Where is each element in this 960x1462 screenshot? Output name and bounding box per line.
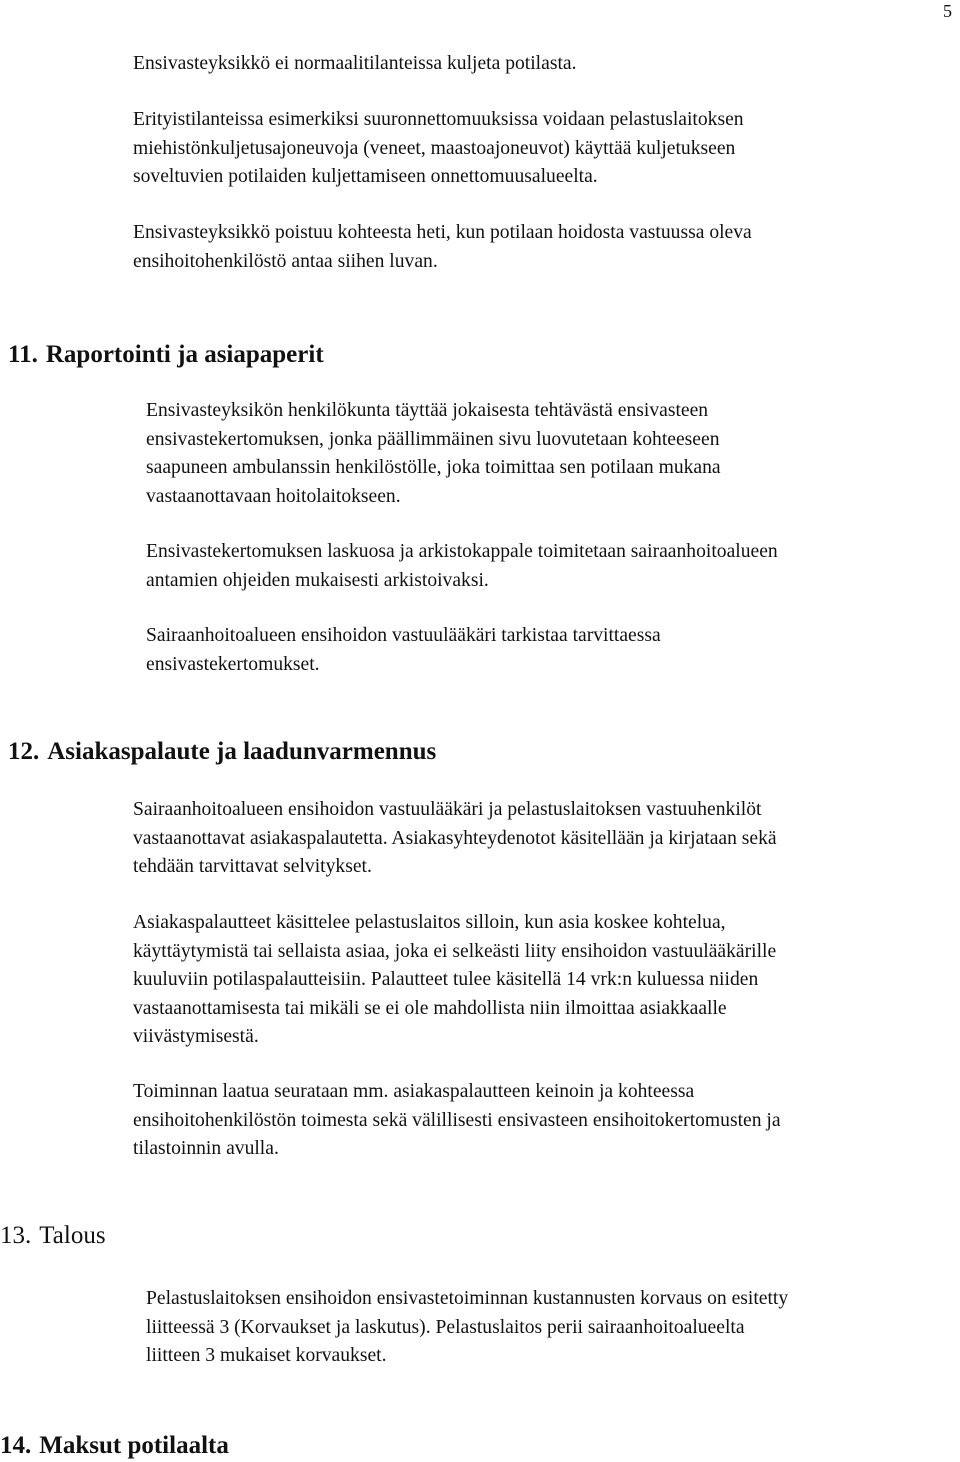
text-line: liitteen 3 mukaiset korvaukset. (146, 1345, 387, 1366)
section-12-paragraph-2 (133, 909, 776, 1052)
section-title: Raportointi ja asiapaperit (45, 341, 324, 368)
text-line: ensihoitohenkilöstö antaa siihen luvan. (133, 250, 438, 272)
section-title: Talous (39, 1222, 106, 1249)
section-title: Maksut potilaalta (39, 1432, 229, 1459)
section-number: 13. (0, 1222, 32, 1249)
text-line: Ensivastekertomuksen laskuosa ja arkistokappale toimitetaan sairaanhoitoalueen (146, 541, 778, 562)
text-line: Ensivasteyksikkö ei normaalitilanteissa kuljeta potilasta. (133, 53, 577, 74)
section-12-paragraph-3 (133, 1078, 781, 1164)
text-line: miehistönkuljetusajoneuvoja (veneet, maastoajoneuvot) käyttää kuljetukseen (133, 137, 736, 159)
section-number: 14. (0, 1432, 32, 1459)
text-line: Sairaanhoitoalueen ensihoidon vastuulääkäri tarkistaa tarvittaessa (146, 625, 661, 646)
section-13-heading (0, 1221, 106, 1251)
section-11-paragraph-3 (146, 622, 661, 679)
intro-paragraph-3 (133, 219, 752, 276)
section-11-heading (8, 340, 324, 370)
text-line: vastaanottamisesta tai mikäli se ei ole mahdollista niin ilmoittaa asiakkaalle (133, 997, 727, 1019)
text-line: Ensivasteyksikkö poistuu kohteesta heti, kun potilaan hoidosta vastuussa oleva (133, 222, 752, 243)
text-line: Ensivasteyksikön henkilökunta täyttää jokaisesta tehtävästä ensivasteen (146, 400, 709, 421)
text-line: Erityistilanteissa esimerkiksi suuronnettomuuksissa voidaan pelastuslaitoksen (133, 109, 744, 130)
text-line: saapuneen ambulanssin henkilöstölle, joka toimittaa sen potilaan mukana (146, 457, 721, 478)
text-line: Asiakaspalautteet käsittelee pelastuslaitos silloin, kun asia koskee kohtelua, (133, 912, 726, 933)
section-12-heading (8, 737, 436, 767)
text-line: liitteessä 3 (Korvaukset ja laskutus). Pelastuslaitos perii sairaanhoitoalueelta (146, 1316, 745, 1338)
text-line: antamien ohjeiden mukaisesti arkistoivaksi. (146, 569, 489, 591)
text-line: käyttäytymistä tai sellaista asiaa, joka ei selkeästi liity ensihoidon vastuulääkärille (133, 940, 777, 962)
text-line: tilastoinnin avulla. (133, 1138, 279, 1159)
text-line: ensivastekertomuksen, jonka päällimmäinen sivu luovutetaan kohteeseen (146, 428, 720, 450)
intro-paragraph-2 (133, 106, 744, 192)
text-line: Toiminnan laatua seurataan mm. asiakaspalautteen keinoin ja kohteessa (133, 1081, 695, 1102)
section-14-heading (0, 1431, 229, 1461)
intro-paragraph-1 (133, 50, 576, 79)
text-line: viivästymisestä. (133, 1026, 259, 1047)
text-line: Sairaanhoitoalueen ensihoidon vastuulääkäri ja pelastuslaitoksen vastuuhenkilöt (133, 799, 762, 820)
text-line: ensihoitohenkilöstön toimesta sekä välillisesti ensivasteen ensihoitokertomusten ja (133, 1109, 781, 1131)
section-number: 12. (8, 738, 40, 765)
section-12-paragraph-1 (133, 796, 777, 882)
text-line: ensivastekertomukset. (146, 653, 320, 675)
page-number: 5 (943, 1, 952, 21)
text-line: soveltuvien potilaiden kuljettamiseen onnettomuusalueelta. (133, 166, 598, 187)
section-11-paragraph-2 (146, 538, 778, 595)
text-line: Pelastuslaitoksen ensihoidon ensivastetoiminnan kustannusten korvaus on esitetty (146, 1288, 789, 1309)
text-line: vastaanottavat asiakaspalautetta. Asiakasyhteydenotot käsitellään ja kirjataan sekä (133, 827, 777, 849)
section-number: 11. (8, 341, 38, 368)
section-13-paragraph-1 (146, 1285, 788, 1371)
text-line: kuuluviin potilaspalautteisiin. Palautteet tulee käsitellä 14 vrk:n kuluessa niiden (133, 969, 759, 990)
text-line: tehdään tarvittavat selvitykset. (133, 856, 372, 877)
section-11-paragraph-1 (146, 397, 721, 511)
text-line: vastaanottavaan hoitolaitokseen. (146, 485, 401, 507)
section-title: Asiakaspalaute ja laadunvarmennus (47, 738, 437, 765)
